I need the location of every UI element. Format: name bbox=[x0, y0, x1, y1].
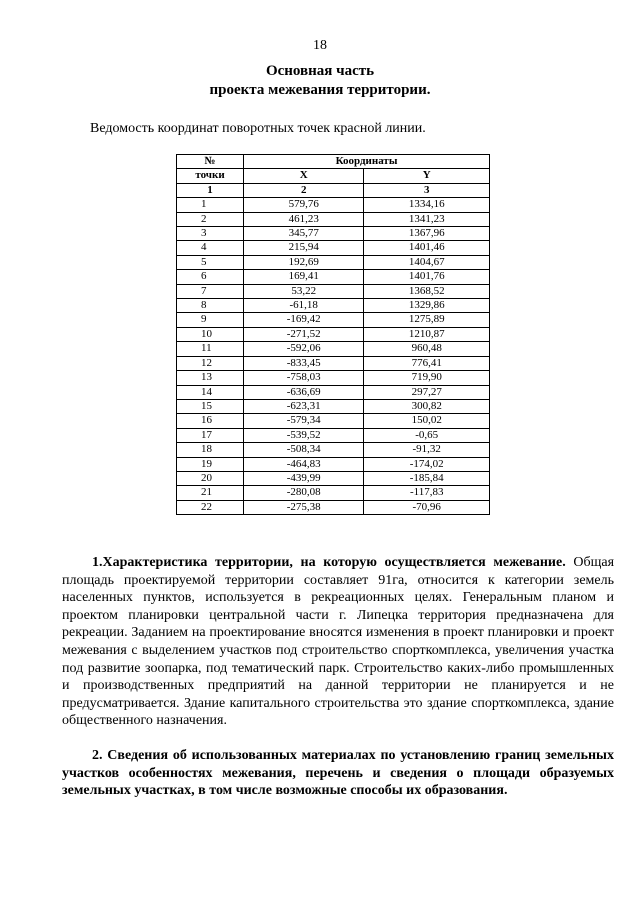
table-row bbox=[177, 486, 490, 500]
table-row bbox=[177, 327, 490, 341]
point-number-cell: 10 bbox=[177, 327, 244, 341]
table-row bbox=[177, 212, 490, 226]
x-coordinate-cell: -758,03 bbox=[244, 371, 364, 385]
y-coordinate-cell: 960,48 bbox=[364, 342, 490, 356]
y-coordinate-cell: 1367,96 bbox=[364, 227, 490, 241]
column-number-1: 1 bbox=[177, 183, 244, 197]
x-coordinate-cell: -539,52 bbox=[244, 428, 364, 442]
x-coordinate-cell: 53,22 bbox=[244, 284, 364, 298]
table-row bbox=[177, 342, 490, 356]
section-1-heading: 1.Характеристика территории, на которую осуществляется межевание. bbox=[92, 555, 566, 570]
coordinates-table bbox=[176, 154, 490, 515]
page-number: 18 bbox=[313, 38, 327, 53]
table-row bbox=[177, 313, 490, 327]
header-coordinates: Координаты bbox=[244, 155, 490, 169]
column-number-2: 2 bbox=[244, 183, 364, 197]
table-row bbox=[177, 299, 490, 313]
point-number-cell: 7 bbox=[177, 284, 244, 298]
point-number-cell: 6 bbox=[177, 270, 244, 284]
y-coordinate-cell: -117,83 bbox=[364, 486, 490, 500]
x-coordinate-cell: -280,08 bbox=[244, 486, 364, 500]
table-row bbox=[177, 284, 490, 298]
y-coordinate-cell: 1401,76 bbox=[364, 270, 490, 284]
x-coordinate-cell: -623,31 bbox=[244, 399, 364, 413]
y-coordinate-cell: -70,96 bbox=[364, 500, 490, 514]
x-coordinate-cell: 579,76 bbox=[244, 198, 364, 212]
y-coordinate-cell: 1341,23 bbox=[364, 212, 490, 226]
table-row bbox=[177, 270, 490, 284]
table-row bbox=[177, 385, 490, 399]
point-number-cell: 13 bbox=[177, 371, 244, 385]
header-x: X bbox=[244, 169, 364, 183]
y-coordinate-cell: 776,41 bbox=[364, 356, 490, 370]
point-number-cell: 11 bbox=[177, 342, 244, 356]
x-coordinate-cell: -169,42 bbox=[244, 313, 364, 327]
point-number-cell: 5 bbox=[177, 255, 244, 269]
x-coordinate-cell: 345,77 bbox=[244, 227, 364, 241]
table-row bbox=[177, 414, 490, 428]
section-1-body: Общая площадь проектируемой территории составляет 91га, относится к категории земель населенных пунктов, используется в рекреационных целях. Генеральным планом и проектом планировки центральной части г. Липецка территория предназначена для рекреации. Заданием на проектирование вносятся изменения в проект планировки и проект межевания с выделением участков под строительство спорткомплекса, увеличения участка под развитие зоопарка, под тематический парк. Строительство каких-либо промышленных и производственных предприятий на данной территории не планируется и не предусматривается. Здание капитального строительства это здание спорткомплекса, здание общественного назначения. bbox=[62, 555, 615, 729]
point-number-cell: 15 bbox=[177, 399, 244, 413]
table-row bbox=[177, 241, 490, 255]
table-row bbox=[177, 255, 490, 269]
x-coordinate-cell: -464,83 bbox=[244, 457, 364, 471]
table-row bbox=[177, 500, 490, 514]
y-coordinate-cell: -0,65 bbox=[364, 428, 490, 442]
x-coordinate-cell: -592,06 bbox=[244, 342, 364, 356]
point-number-cell: 18 bbox=[177, 443, 244, 457]
y-coordinate-cell: 1275,89 bbox=[364, 313, 490, 327]
y-coordinate-cell: 1401,46 bbox=[364, 241, 490, 255]
point-number-cell: 12 bbox=[177, 356, 244, 370]
point-number-cell: 22 bbox=[177, 500, 244, 514]
title-line-1: Основная часть bbox=[265, 63, 375, 79]
point-number-cell: 14 bbox=[177, 385, 244, 399]
point-number-cell: 17 bbox=[177, 428, 244, 442]
y-coordinate-cell: -185,84 bbox=[364, 471, 490, 485]
table-row bbox=[177, 428, 490, 442]
point-number-cell: 20 bbox=[177, 471, 244, 485]
y-coordinate-cell: 150,02 bbox=[364, 414, 490, 428]
table-row bbox=[177, 198, 490, 212]
table-row bbox=[177, 457, 490, 471]
x-coordinate-cell: -579,34 bbox=[244, 414, 364, 428]
section-1-paragraph bbox=[62, 554, 614, 730]
title-line-2: проекта межевания территории. bbox=[209, 82, 431, 98]
table-row bbox=[177, 399, 490, 413]
header-point-number-2: точки bbox=[177, 169, 244, 183]
point-number-cell: 8 bbox=[177, 299, 244, 313]
table-row bbox=[177, 443, 490, 457]
point-number-cell: 16 bbox=[177, 414, 244, 428]
y-coordinate-cell: 719,90 bbox=[364, 371, 490, 385]
x-coordinate-cell: 215,94 bbox=[244, 241, 364, 255]
y-coordinate-cell: 1368,52 bbox=[364, 284, 490, 298]
x-coordinate-cell: -439,99 bbox=[244, 471, 364, 485]
point-number-cell: 4 bbox=[177, 241, 244, 255]
x-coordinate-cell: 192,69 bbox=[244, 255, 364, 269]
point-number-cell: 19 bbox=[177, 457, 244, 471]
table-row bbox=[177, 371, 490, 385]
header-y: Y bbox=[364, 169, 490, 183]
x-coordinate-cell: 461,23 bbox=[244, 212, 364, 226]
point-number-cell: 1 bbox=[177, 198, 244, 212]
y-coordinate-cell: -91,32 bbox=[364, 443, 490, 457]
point-number-cell: 2 bbox=[177, 212, 244, 226]
section-2-heading: 2. Сведения об использованных материалах по установлению границ земельных участков особенностях межевания, перечень и сведения о площади образуемых земельных участках, в том числе возможные способы их образования. bbox=[62, 748, 614, 799]
y-coordinate-cell: 1334,16 bbox=[364, 198, 490, 212]
x-coordinate-cell: -275,38 bbox=[244, 500, 364, 514]
x-coordinate-cell: -636,69 bbox=[244, 385, 364, 399]
y-coordinate-cell: 300,82 bbox=[364, 399, 490, 413]
y-coordinate-cell: 1404,67 bbox=[364, 255, 490, 269]
point-number-cell: 21 bbox=[177, 486, 244, 500]
header-point-number bbox=[177, 155, 244, 169]
table-row bbox=[177, 227, 490, 241]
section-2-paragraph bbox=[62, 747, 614, 800]
x-coordinate-cell: 169,41 bbox=[244, 270, 364, 284]
y-coordinate-cell: -174,02 bbox=[364, 457, 490, 471]
point-number-cell: 3 bbox=[177, 227, 244, 241]
column-number-3: 3 bbox=[364, 183, 490, 197]
table-row bbox=[177, 356, 490, 370]
table-row bbox=[177, 471, 490, 485]
header-num-line1: № bbox=[204, 155, 216, 167]
x-coordinate-cell: -508,34 bbox=[244, 443, 364, 457]
x-coordinate-cell: -833,45 bbox=[244, 356, 364, 370]
table-caption: Ведомость координат поворотных точек красной линии. bbox=[90, 121, 426, 136]
document-title bbox=[0, 62, 640, 100]
y-coordinate-cell: 297,27 bbox=[364, 385, 490, 399]
x-coordinate-cell: -61,18 bbox=[244, 299, 364, 313]
y-coordinate-cell: 1329,86 bbox=[364, 299, 490, 313]
point-number-cell: 9 bbox=[177, 313, 244, 327]
y-coordinate-cell: 1210,87 bbox=[364, 327, 490, 341]
x-coordinate-cell: -271,52 bbox=[244, 327, 364, 341]
